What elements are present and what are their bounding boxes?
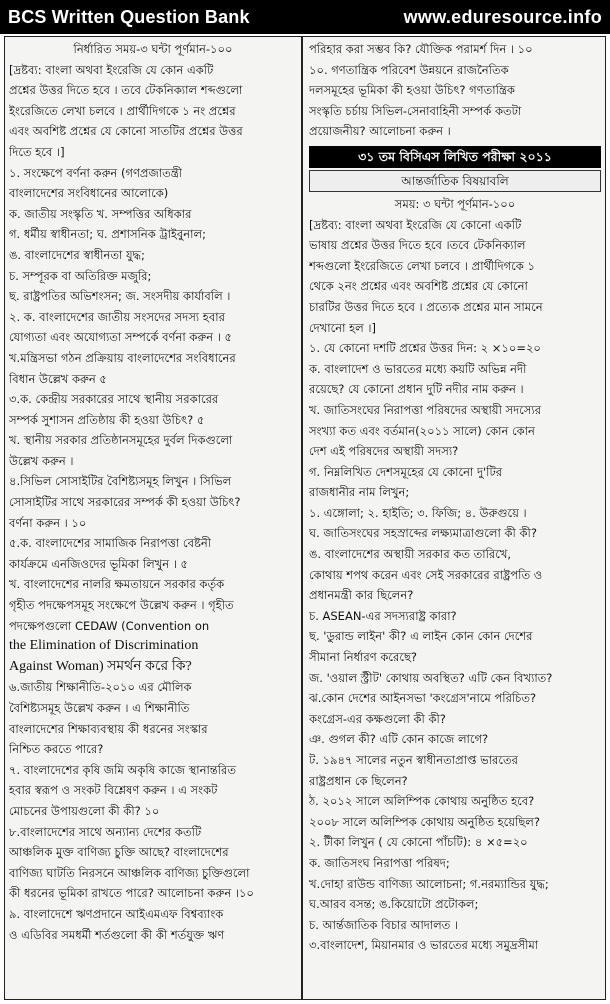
text-line: বৈশিষ্ট্যসমূহ উল্লেখ করুন । এ শিক্ষানীতি: [9, 701, 190, 715]
text-line: ছ. 'ডুরান্ড লাইন' কী? এ লাইন কোন কোন দেশের: [309, 629, 533, 644]
text-line: খ. স্থানীয় সরকার প্রতিষ্ঠানসমূহের দুর্বল দিকগুলো: [9, 433, 233, 448]
text-line: হবার স্বরূপ ও সংকট বিশ্লেষণ করুন । এ সংকট: [9, 783, 218, 798]
text-line: গ. ধর্মীয় স্বাধীনতা; ঘ. প্রশাসনিক ট্রাইবুনাল;: [9, 227, 206, 242]
text-line: ১. যে কোনো দশটি প্রশ্নের উত্তর দিন: ২ ×১০=২০: [309, 341, 541, 356]
text-line: খ. জাতিসংঘের নিরাপত্তা পরিষদের অস্থায়ী সদস্যের: [309, 402, 542, 417]
text-line: ঠ. ২০১২ সালে অলিম্পিক কোথায় অনুষ্ঠিত হবে?: [309, 794, 535, 809]
text-line: শব্দগুলো ইংরেজিতে লেখা চলবে । প্রার্থীদিগকে ১: [309, 258, 535, 273]
text-line: গৃহীত পদক্ষেপসমূহ সংক্ষেপে উল্লেখ করুন । গৃহীত: [9, 598, 234, 613]
text-line: ৩.বাংলাদেশ, মিয়ানমার ও ভারতের মধ্যে সমুদ্রসীমা: [309, 938, 539, 953]
text-line: গ. নিম্নলিখিত দেশসমূহের যে কোনো দু'টির: [309, 464, 503, 479]
text-line: প্রশ্নের উত্তর দিতে হবে । তবে টেকনিক্যাল শব্দগুলো: [9, 83, 243, 98]
text-line: ২০০৮ সালে অলিম্পিক কোথায় অনুষ্ঠিত হয়েছিল?: [309, 814, 540, 829]
text-line: সংস্কৃতি চর্চায় সিভিল-সেনাবাহিনী সম্পর্ক কতটা: [309, 103, 522, 118]
text-line: ট. ১৯৪৭ সালের নতুন স্বাধীনতাপ্রাপ্ত ভারতের: [309, 753, 518, 767]
text-line: দেশ এই পরিষদের অস্থায়ী সদস্য?: [309, 444, 459, 459]
text-line: ভাষায় প্রশ্নের উত্তর দিতে হবে ।তবে টেকনিক্যাল: [309, 238, 526, 253]
text-line: ৮.বাংলাদেশের সাথে অন্যান্য দেশের কতটি: [9, 824, 202, 839]
text-line: ঙ. বাংলাদেশের স্বাধীনতা যুদ্ধ;: [9, 247, 145, 262]
text-line: নির্ধারিত সময়-৩ ঘন্টা পূর্ণমান-১০০: [73, 42, 233, 56]
text-line: দলসমূহের ভূমিকা কী হওয়া উচিৎ? গণতান্ত্রিক: [309, 83, 515, 98]
text-line: ক. জাতিসংঘ নিরাপত্তা পরিষদ;: [309, 855, 450, 870]
question-paper: [4, 36, 606, 1000]
right-column: [305, 37, 605, 999]
text-line: প্রয়োজনীয়? আলোচনা করুন ।: [309, 124, 451, 139]
text-line: আঞ্চলিক মুক্ত বাণিজ্য চুক্তি আছে? বাংলাদেশের: [9, 845, 229, 860]
text-line: থেকে ২নং প্রশ্নের এবং অবশিষ্ট প্রশ্নের যে কোনো: [309, 279, 528, 294]
text-line: রয়েছে? যে কোনো প্রধান দুটি নদীর নাম করুন ।: [309, 382, 524, 397]
text-line: ১. এঙ্গোলা; ২. হাইতি; ৩. ফিজি; ৪. উরুগুয়ে ।: [309, 505, 527, 520]
text-line: খ. বাংলাদেশের নালরি ক্ষমতায়নে সরকার কর্তৃক: [9, 577, 225, 592]
exam-time-marks: সময়: ৩ ঘন্টা পূর্ণমান-১০০: [394, 196, 516, 211]
text-line: ছ. রাষ্ট্রপতির অভিশংসন; জ. সংসদীয় কার্যাবলি ।: [9, 289, 231, 304]
text-line: খ.দোহা রাউন্ড বাণিজ্য আলোচনা; গ.নরম্যান্ডির যুদ্ধ;: [309, 876, 549, 891]
text-line: উল্লেখ করুন ।: [9, 453, 74, 468]
text-line: চ. আর্ন্তজাতিক বিচার আদালত ।: [309, 917, 459, 932]
text-line: ৬.জাতীয় শিক্ষানীতি-২০১০ এর মৌলিক: [9, 680, 192, 695]
text-line: ঙ. বাংলাদেশের অস্থায়ী সরকার কত তারিখে,: [309, 547, 512, 562]
text-line: খ.মন্ত্রিসভা গঠন প্রক্রিয়ায় বাংলাদেশের সংবিধানের: [9, 350, 236, 365]
text-line: ইংরেজিতে লেখা চলবে । প্রার্থীদিগকে ১ নং প্রশ্নের: [9, 103, 236, 118]
text-line: কার্যক্রমে এনজিওদের ভূমিকা লিখুন । ৫: [9, 556, 189, 571]
text-line: নিশ্চিত করতে পারে?: [9, 742, 104, 757]
exam-title-banner: ৩১ তম বিসিএস লিখিত পরীক্ষা ২০১১: [309, 146, 601, 168]
text-line: ঞ. গুগল কী? এটি কোন কাজে লাগে?: [309, 732, 489, 747]
text-line: বাংলাদেশের সংবিধানের আলোকে): [9, 186, 169, 201]
text-line: ৯. বাংলাদেশে ঋণপ্রদানে আইএমএফ বিশ্বব্যাংক: [9, 906, 224, 921]
text-line: ৭. বাংলাদেশের কৃষি জমি অকৃষি কাজে স্থানান্তরিত: [9, 762, 236, 777]
text-line: বাংলাদেশের শিক্ষাব্যবস্থায় কী ধরনের সংস্কার: [9, 721, 208, 736]
text-line: সোসাইটির সাথে সরকারের সম্পর্ক কী হওয়া উচিৎ?: [9, 495, 241, 510]
text-line: কী ধরনের ভূমিকা রাখতে পারে? আলোচনা করুন ।১০: [9, 886, 254, 901]
text-line: কোথায় শপথ করেন এবং সেই সরকারের রাষ্ট্রপতি ও: [309, 567, 543, 582]
text-line: [দ্রষ্টব্য: বাংলা অথবা ইংরেজি যে কোনো একটি: [309, 217, 522, 232]
text-line: সংখ্যা কত এবং বর্তমান(২০১১ সালে) কোন কোন: [309, 423, 535, 438]
text-line: দেখানো হল ।]: [309, 320, 376, 335]
text-line: প্রধানমন্ত্রী কার ছিলেন?: [309, 588, 414, 603]
text-line: এবং অবশিষ্ট প্রশ্নের যে কোনো সাতটির প্রশ্নের উত্তর: [9, 124, 243, 139]
text-line: ২. টীকা লিখুন ( যে কোনো পাঁচটি): ৪ ×৫=২০: [309, 835, 528, 850]
header-title: BCS Written Question Bank: [8, 6, 250, 27]
text-line: ও এডিবির সমধর্মী শর্তগুলো কী কী শর্তযুক্ত ঋণ: [9, 927, 225, 942]
text-line: ২. ক. বাংলাদেশের জাতীয় সংসদের সদস্য হবার: [9, 309, 225, 324]
header-site-url[interactable]: www.eduresource.info: [403, 6, 602, 27]
text-line: [দ্রষ্টব্য: বাংলা অথবা ইংরেজি যে কোন একটি: [9, 62, 214, 77]
text-line: ৫.ক. বাংলাদেশের সামাজিক নিরাপত্তা বেষ্টনী: [9, 536, 212, 551]
text-line: বিধান উল্লেখ করুন ৫: [9, 371, 107, 386]
text-line: চারটির উত্তর দিতে হবে । প্রত্যেক প্রশ্নের মান সামনে: [309, 299, 543, 314]
text-line: বর্ণনা করুন । ১০: [9, 515, 87, 530]
text-line: Against Woman) সমর্থন করে কি?: [9, 658, 192, 674]
text-line: চ. সম্পূরক বা অতিরিক্ত মজুরি;: [9, 268, 152, 283]
text-line: জ. 'ওয়াল স্ট্রীট' কোথায় অবস্থিত? এটি কেন বিখ্যাত?: [309, 670, 553, 685]
text-line: পরিহার করা সম্ভব কি? যৌক্তিক পরামর্শ দিন । ১০: [309, 42, 533, 56]
text-line: পদক্ষেপগুলো CEDAW (Convention on: [9, 618, 210, 633]
text-line: ১. সংক্ষেপে বর্ণনা করুন (গণপ্রজাতন্ত্রী: [9, 165, 183, 180]
text-line: সীমানা নির্ধারণ করেছে?: [309, 650, 418, 665]
text-line: ৩.ক. কেন্দ্রীয় সরকারের সাথে স্থানীয় সরকারের: [9, 392, 219, 407]
text-line: কংগ্রেস-এর কক্ষগুলো কী কী?: [309, 711, 446, 726]
site-header: [0, 0, 610, 34]
text-line: ১০. গণতান্ত্রিক পরিবেশ উন্নয়নে রাজনৈতিক: [309, 62, 509, 77]
text-line: ক. বাংলাদেশ ও ভারতের মধ্যে কয়টি অভিন্ন নদী: [309, 361, 527, 376]
text-line: মোচনের উপায়গুলো কী কী? ১০: [9, 803, 160, 818]
left-column: [5, 37, 303, 999]
exam-subject: আন্তর্জাতিক বিষয়াবলি: [309, 170, 601, 192]
text-line: ঝ.কোন দেশের আইনসভা 'কংগ্রেস'নামে পরিচিত?: [309, 691, 537, 706]
text-line: চ. ASEAN-এর সদস্যরাষ্ট্র কারা?: [309, 608, 457, 623]
text-line: ঘ. জাতিসংঘের সহস্রাব্দের লক্ষ্যমাত্রাগুলো কী কী?: [309, 526, 537, 541]
text-line: রাষ্ট্রপ্রধান কে ছিলেন?: [309, 773, 408, 788]
text-line: রাজধানীর নাম লিখুন;: [309, 485, 410, 500]
text-line: যোগ্যতা এবং অযোগ্যতা সম্পর্কে বর্ণনা করুন । ৫: [9, 330, 232, 345]
text-line: বাণিজ্য ঘাটতি নিরসনে আঞ্চলিক বাণিজ্য চুক্তিগুলো: [9, 865, 250, 880]
text-line: ৪.সিভিল সোসাইটির বৈশিষ্ট্যসমূহ লিখুন । সিভিল: [9, 474, 232, 489]
text-line: ঘ.আরব বসন্ত; ঙ.কিয়োটো প্রটোকল;: [309, 897, 479, 912]
text-line: সম্পর্ক সুশাসন প্রতিষ্ঠায় কী হওয়া উচিৎ? ৫: [9, 412, 205, 427]
text-line: the Elimination of Discrimination: [9, 638, 199, 654]
text-line: ক. জাতীয় সংস্কৃতি খ. সম্পত্তির অধিকার: [9, 206, 192, 221]
text-line: দিতে হবে ।]: [9, 144, 65, 159]
